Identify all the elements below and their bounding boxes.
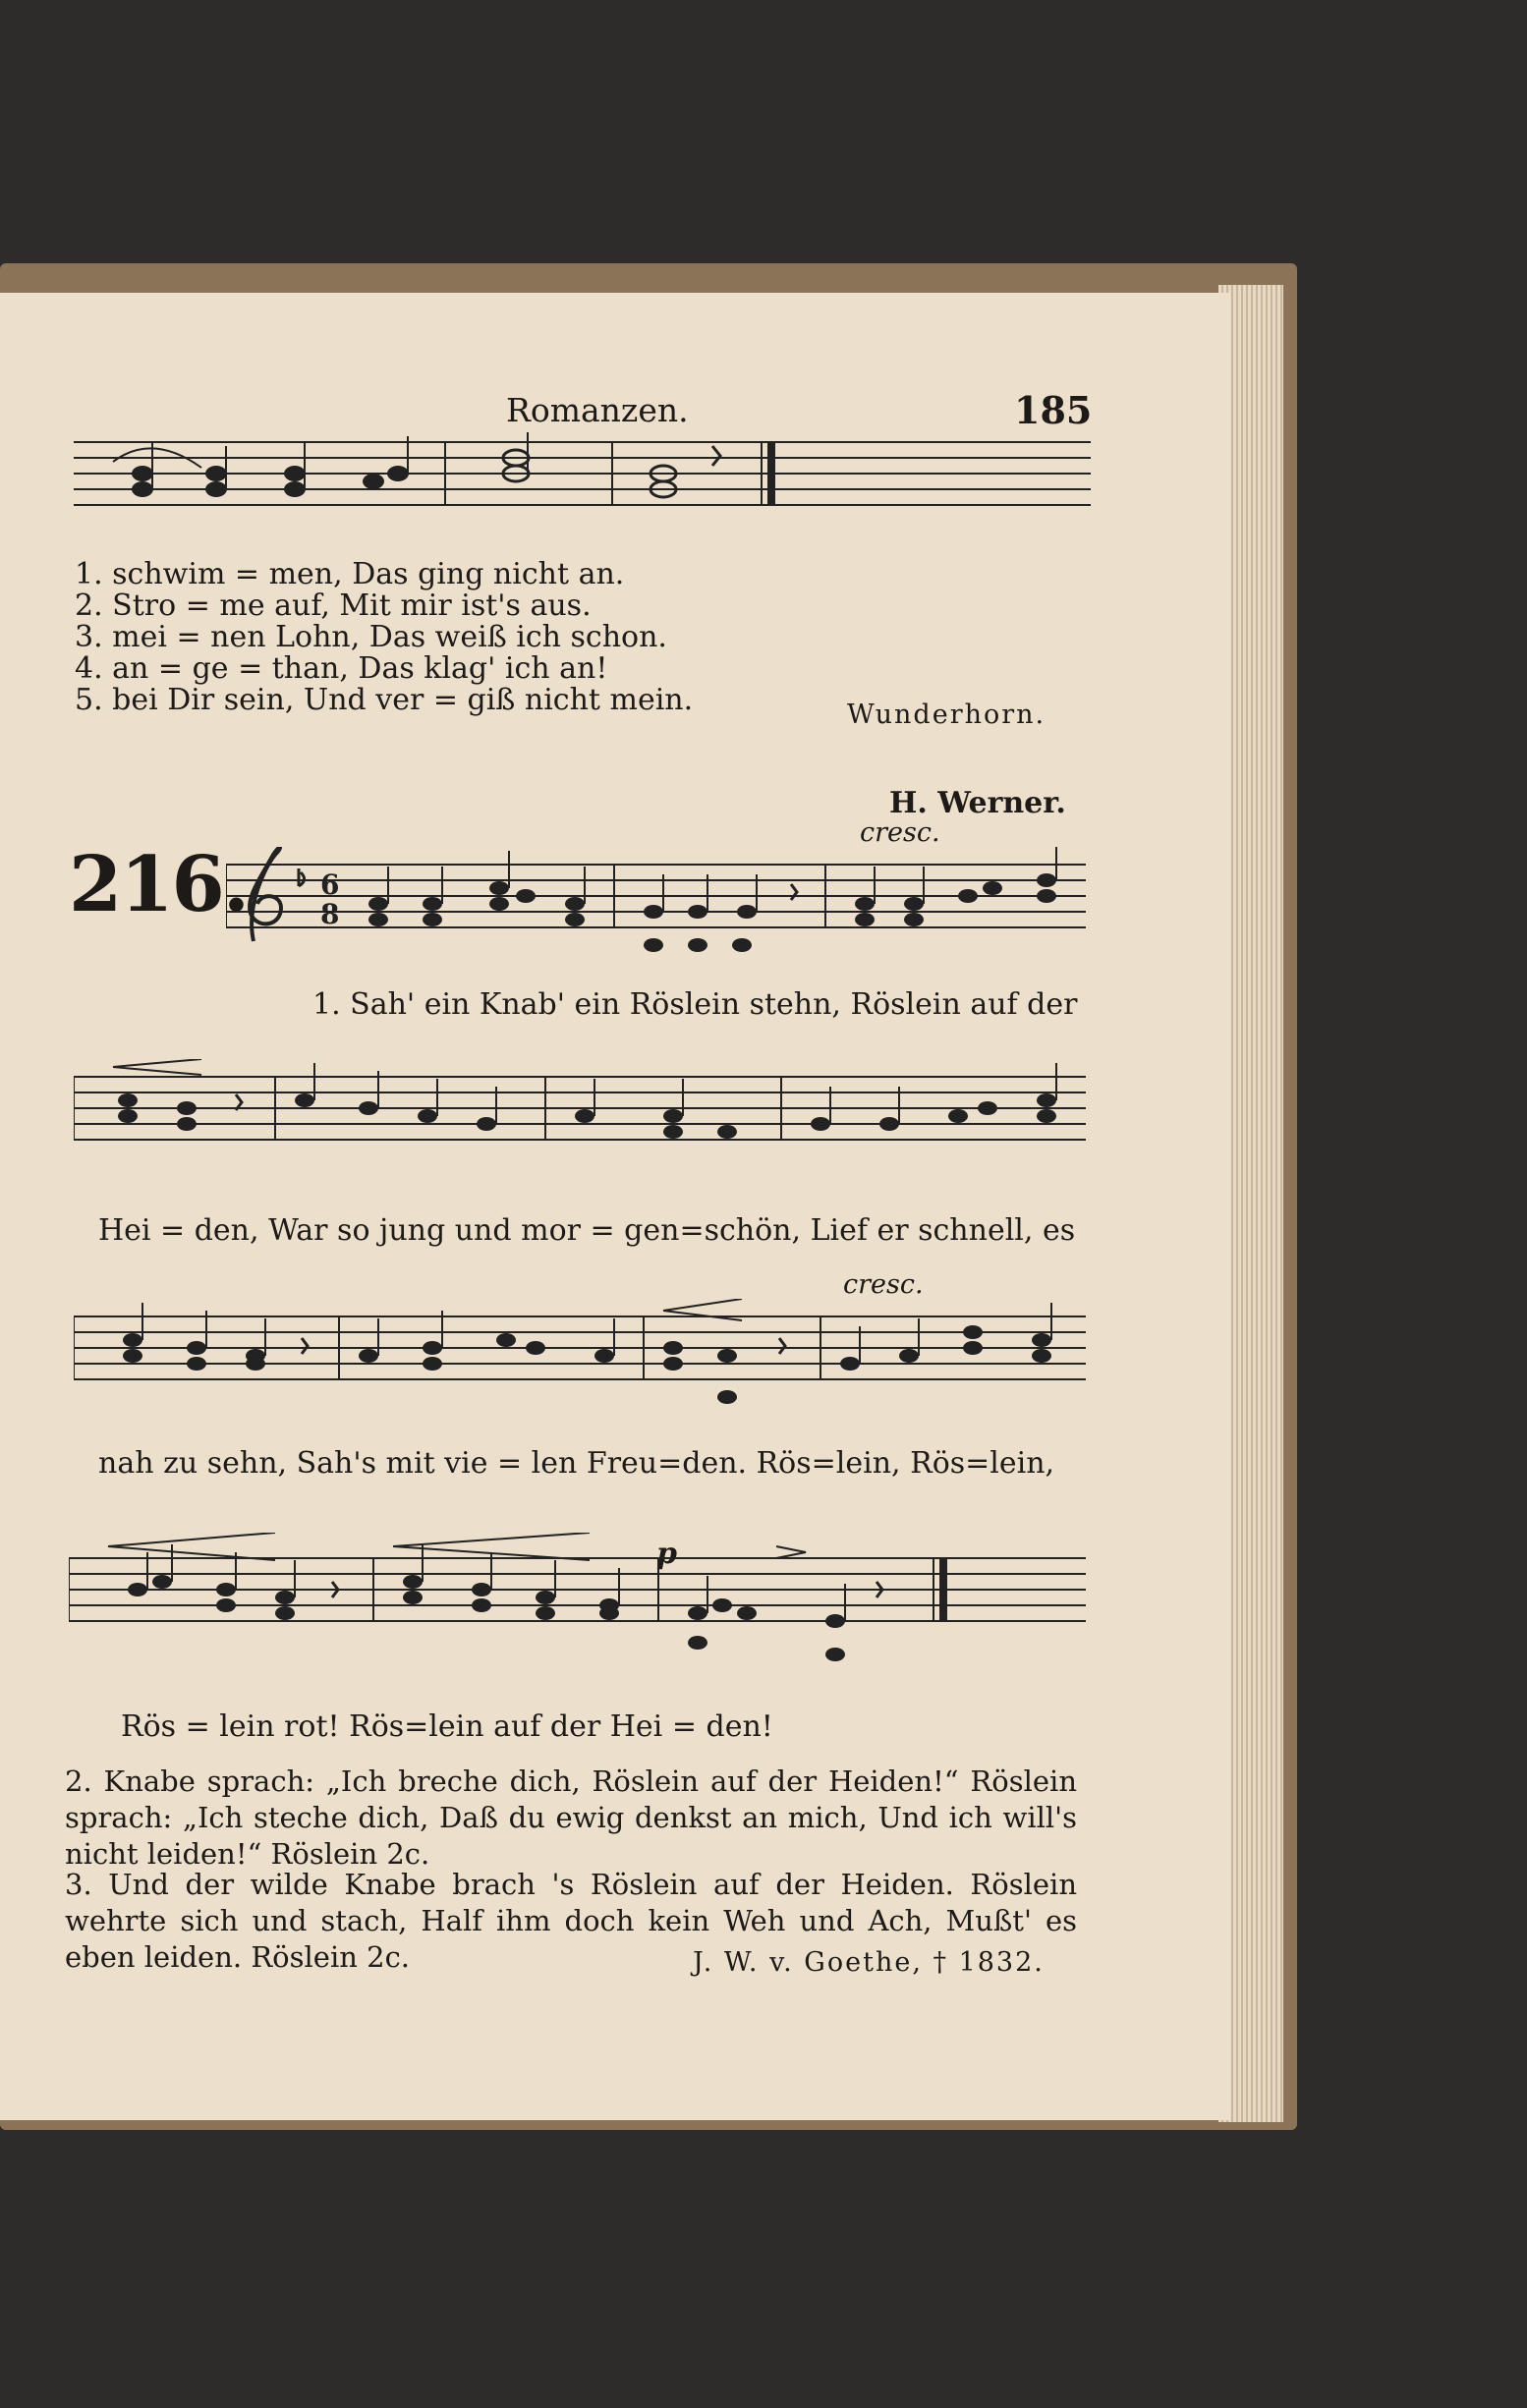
lyric-system-1: 1. Sah' ein Knab' ein Röslein stehn, Röslein auf der [312,987,1078,1022]
svg-text:6: 6 [320,868,340,901]
cresc-mark-2: cresc. [843,1269,924,1300]
staff-system-1 [226,847,1091,984]
verse-fragment-line-3: 3. mei = nen Lohn, Das weiß ich schon. [75,620,667,654]
lyric-system-4: Rös = lein rot! Rös=lein auf der Hei = den! [121,1709,773,1744]
piano-mark: p [656,1537,677,1571]
lyric-system-2: Hei = den, War so jung und mor = gen=schön, Lief er schnell, es [98,1213,1076,1248]
cresc-mark-1: cresc. [860,817,940,848]
svg-text:8: 8 [320,898,340,930]
source-wunderhorn: Wunderhorn. [847,700,1046,730]
lyric-system-3: nah zu sehn, Sah's mit vie = len Freu=den. Rös=lein, Rös=lein, [98,1446,1055,1481]
verse-fragment-line-5: 5. bei Dir sein, Und ver = giß nicht mein. [75,683,694,717]
stanza-3: 3. Und der wilde Knabe brach 's Röslein auf der Heiden. Röslein wehrte sich und stach, Half ihm doch kein Weh und Ach, Mußt' es eben leiden. Röslein 2c. [65,1868,1077,1974]
song-number: 216. [69,840,248,929]
attribution-goethe: J. W. v. Goethe, † 1832. [693,1947,1045,1978]
composer: H. Werner. [889,786,1066,820]
staff-system-2 [74,1059,1096,1197]
verse-fragment-line-1: 1. schwim = men, Das ging nicht an. [75,557,625,591]
stanza-2: 2. Knabe sprach: „Ich breche dich, Röslein auf der Heiden!“ Röslein sprach: „Ich steche dich, Daß du ewig denkst an mich, Und ich will's nicht leiden!“ Röslein 2c. [65,1764,1077,1871]
page-header-title: Romanzen. [506,391,689,429]
staff-system-4 [69,1533,1091,1680]
staff-system-3 [74,1299,1096,1436]
top-staff [74,432,1096,540]
verse-fragment-line-4: 4. an = ge = than, Das klag' ich an! [75,651,608,686]
page-number: 185 [1014,388,1093,432]
verse-fragment-line-2: 2. Stro = me auf, Mit mir ist's aus. [75,588,592,623]
